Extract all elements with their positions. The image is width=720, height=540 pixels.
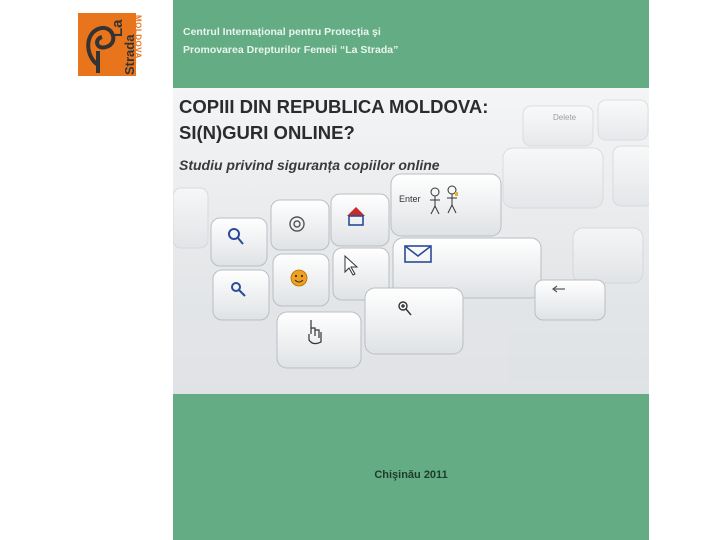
organization-name: [183, 23, 623, 59]
key-home: [331, 194, 389, 246]
enter-key-label: Enter: [399, 194, 421, 204]
place-and-year: Chişinău 2011: [374, 469, 448, 481]
key-hand-pointer: [277, 312, 361, 368]
organization-name-line2: Promovarea Drepturilor Femeii “La Strada”: [183, 44, 399, 56]
logo-figure-stem: [96, 51, 100, 73]
report-title-line2: SI(N)GURI ONLINE?: [179, 122, 355, 143]
delete-key-label: Delete: [553, 113, 577, 122]
key-magnifier-small: [213, 270, 269, 320]
key-smiley: [273, 254, 329, 306]
report-title-line1: COPIII DIN REPUBLICA MOLDOVA:: [179, 96, 489, 117]
la-strada-logo: [78, 13, 152, 76]
key-backspace: [535, 280, 605, 320]
la-strada-logo-graphic: [78, 13, 152, 76]
logo-text-moldova: MOLDOVA: [133, 15, 143, 59]
smiley-icon: [291, 270, 307, 286]
report-subtitle: Studiu privind siguranța copiilor online: [179, 157, 440, 173]
logo-text-la: La: [109, 19, 126, 37]
key-magnifier: [211, 218, 267, 266]
logo-text-strada: Strada: [122, 34, 137, 75]
organization-name-line1: Centrul Internaţional pentru Protecţia şi: [183, 26, 381, 38]
report-title: [179, 94, 639, 146]
key-at-sign: [271, 200, 329, 250]
enter-key: [391, 174, 501, 236]
keyboard-photo: [173, 88, 649, 394]
key-zoom-in: [365, 288, 463, 354]
report-cover: [173, 0, 649, 540]
